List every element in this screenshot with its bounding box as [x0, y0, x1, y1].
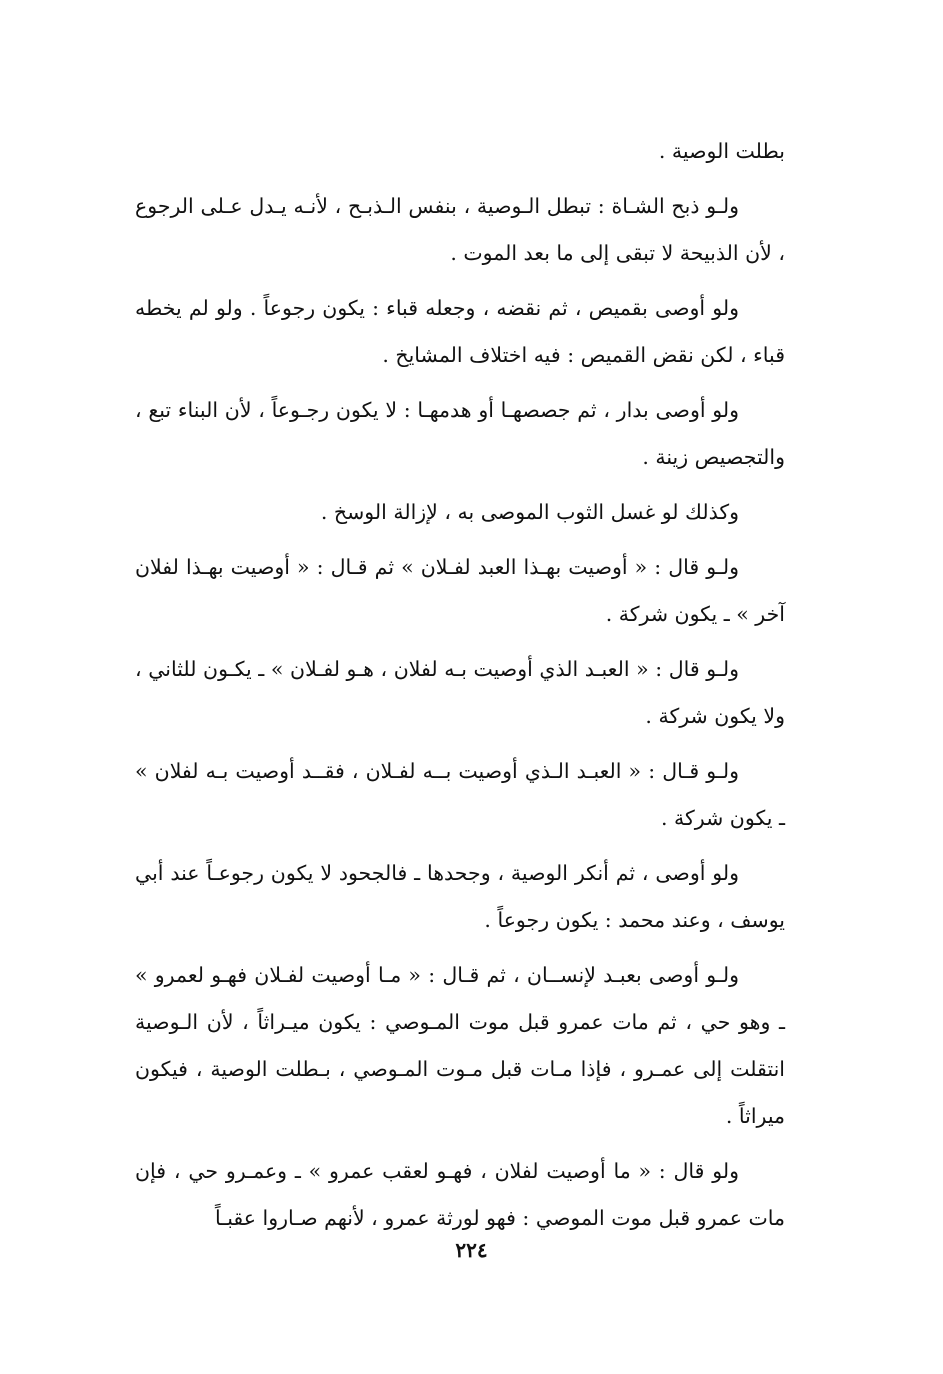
- paragraph-10: ولـو أوصى بعبـد لإنســان ، ثم قـال : « مـا أوصيت لفـلان فهـو لعمرو » ـ وهو حي ، ثم مات عمرو قبل موت المـوصي : يكون ميـراثاً ، لأن الـوصية انتقلت إلى عمـرو ، فإذا مـات قبل مـوت المـوصي ، بـطلت الوصية ، فيكون ميراثاً .: [135, 963, 785, 1128]
- paragraph-5: وكذلك لو غسل الثوب الموصى به ، لإزالة الوسخ .: [320, 500, 739, 524]
- paragraph-3: ولو أوصى بقميص ، ثم نقضه ، وجعله قباء : يكون رجوعاً . ولو لم يخطه قباء ، لكن نقض القميص : فيه اختلاف المشايخ .: [135, 296, 785, 367]
- paragraph-1: بطلت الوصية .: [658, 139, 785, 163]
- body-text: [135, 128, 785, 1250]
- paragraph-2: ولـو ذبح الشـاة : تبطل الـوصية ، بنفس الـذبـح ، لأنـه يـدل عـلى الرجوع ، لأن الذبيحة لا تبقى إلى ما بعد الموت .: [135, 194, 785, 265]
- paragraph-9: ولو أوصى ، ثم أنكر الوصية ، وجحدها ـ فالجحود لا يكون رجوعـاً عند أبي يوسف ، وعند محمد : يكون رجوعاً .: [135, 861, 785, 932]
- paragraph-6: ولـو قال : « أوصيت بهـذا العبد لفـلان » ثم قـال : « أوصيت بهـذا لفلان آخر » ـ يكون شركة .: [135, 555, 785, 626]
- paragraph-11: ولو قال : « ما أوصيت لفلان ، فهـو لعقب عمرو » ـ وعمـرو حي ، فإن مات عمرو قبل موت الموصي : فهو لورثة عمرو ، لأنهم صـاروا عقبـاً: [135, 1159, 785, 1230]
- page-number: ٢٢٤: [455, 1238, 488, 1262]
- paragraph-8: ولـو قـال : « العبـد الـذي أوصيت بــه لفـلان ، فقــد أوصيت بـه لفلان » ـ يكون شركة .: [135, 759, 785, 830]
- paragraph-4: ولو أوصى بدار ، ثم جصصهـا أو هدمهـا : لا يكون رجـوعاً ، لأن البناء تبع ، والتجصيص زينة .: [135, 398, 785, 469]
- paragraph-7: ولـو قال : « العبـد الذي أوصيت بـه لفلان ، هـو لفـلان » ـ يكـون للثاني ، ولا يكون شركة .: [135, 657, 785, 728]
